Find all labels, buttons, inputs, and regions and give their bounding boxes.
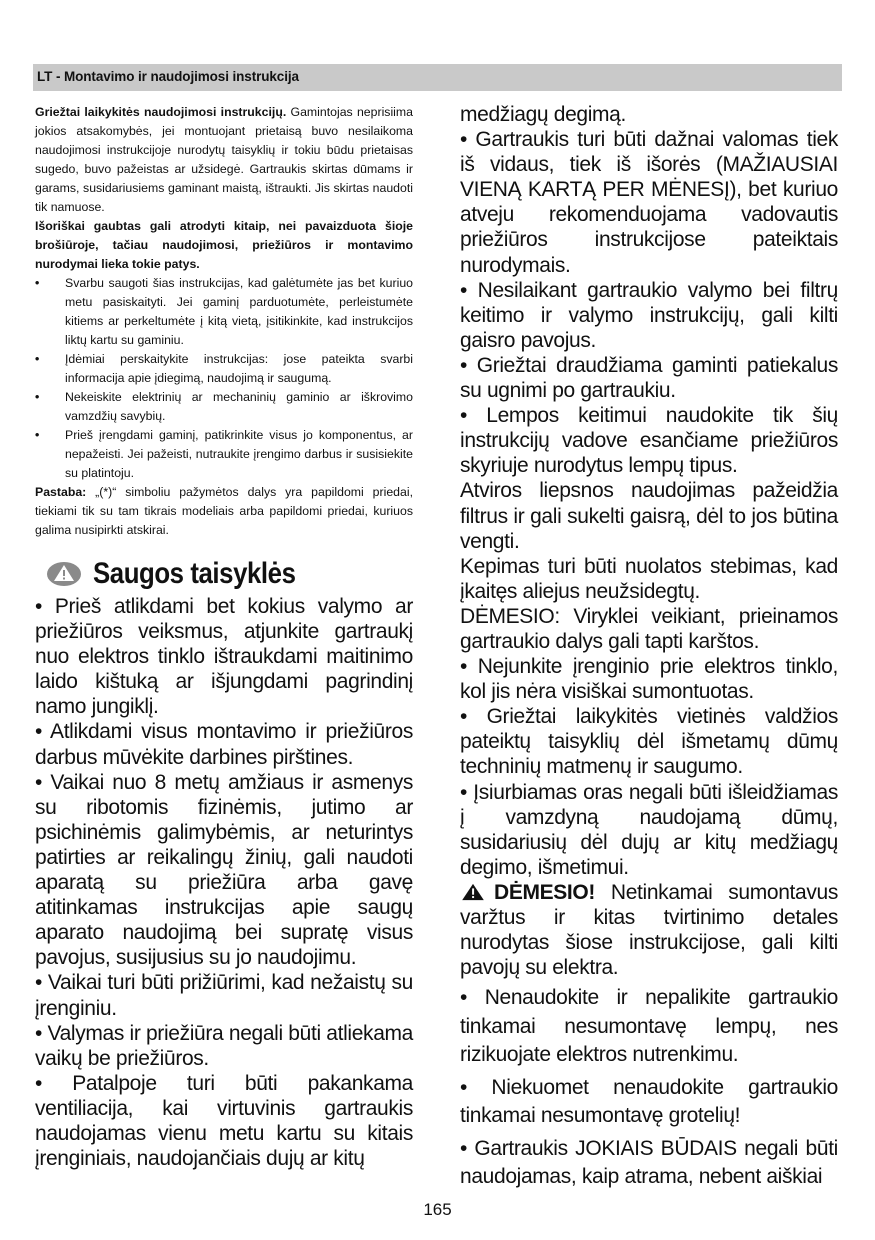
electric-warning: [460, 880, 838, 980]
safety-paragraph: • Nejunkite įrenginio prie elektros tinklo, kol jis nėra visiškai sumontuotas.: [460, 655, 838, 704]
safety-paragraph: • Vaikai nuo 8 metų amžiaus ir asmenys su ribotomis fizinėmis, jutimo ar psichinėmis galimybėmis, ar neturintys patirties ar reikalingų žinių, gali naudoti aparatą su priežiūra arba gavę atitinkamas instrukcijas apie saugų aparato naudojimą bei supratę visus pavojus, susijusius su jo naudojimu.: [35, 770, 413, 970]
safety-paragraph: • Įsiurbiamas oras negali būti išleidžiamas į vamzdyną naudojamą dūmų, susidariusių dėl dujų ar kitų medžiagų degimo, išmetimui.: [460, 780, 838, 879]
safety-paragraph: medžiagų degimą.: [460, 103, 626, 126]
safety-paragraph: • Gartraukis turi būti dažnai valomas tiek iš vidaus, tiek iš išorės (MAŽIAUSIAI VIENĄ KARTĄ PER MĖNESĮ), bet kuriuo atveju rekomenduojama vadovautis priežiūros instrukcijose pateiktais nurodymais.: [460, 128, 838, 277]
section-header-bar: [33, 64, 842, 91]
safety-paragraph: • Patalpoje turi būti pakankama ventiliacija, kai virtuvinis gartraukis naudojamas vienu metu kartu su kitais įrenginiais, naudojančiais dujų ar kitų: [35, 1071, 413, 1171]
warning-triangle-icon: [460, 883, 486, 901]
safety-left-text: [35, 594, 413, 1171]
warning-label: DĖMESIO!: [494, 880, 596, 904]
safety-title: Saugos taisyklės: [93, 557, 296, 590]
safety-paragraph: • Prieš atlikdami bet kokius valymo ar priežiūros veiksmus, atjunkite gartraukį nuo elektros tinklo ištraukdami maitinimo laido kištuką ar išjungdami pagrindinį namo jungiklį.: [35, 595, 413, 719]
safety-paragraph: • Atlikdami visus montavimo ir priežiūros darbus mūvėkite darbines pirštines.: [35, 720, 413, 769]
safety-paragraph: • Niekuomet nenaudokite gartraukio tinkamai nesumontavę grotelių!: [460, 1075, 838, 1128]
safety-paragraph: • Nesilaikant gartraukio valymo bei filtrų keitimo ir valymo instrukcijų, gali kilti gaisro pavojus.: [460, 278, 838, 352]
intro-text: Gamintojas neprisiima jokios atsakomybės, jei montuojant prietaisą buvo nesilaikoma naudojimosi instrukcijoje nurodytų taisyklių ir tokiu būdu prietaisas sugedo, buvo pažeistas ar užsidegė. Gartraukis skirtas dūmams ir garams, susidariusiems gaminant maistą, ištraukti. Jis skirtas naudoti tik namuose.: [35, 105, 413, 214]
left-column: [35, 103, 413, 1171]
list-item: • Prieš įrengdami gaminį, patikrinkite visus jo komponentus, ar nepažeisti. Jei pažeisti, nutraukite įrengimo darbus ir susisiekite su platintoju.: [35, 426, 413, 483]
safety-paragraph: Atviros liepsnos naudojimas pažeidžia filtrus ir gali sukelti gaisrą, dėl to jos būtina vengti.: [460, 479, 838, 553]
safety-paragraph: Kepimas turi būti nuolatos stebimas, kad įkaitęs aliejus neužsidegtų.: [460, 554, 838, 603]
safety-paragraph: • Vaikai turi būti prižiūrimi, kad nežaistų su įrenginiu.: [35, 971, 413, 1020]
intro-bullet-list: [35, 274, 413, 483]
safety-heading: [35, 554, 413, 594]
list-item: • Nekeiskite elektrinių ar mechaninių gaminio ar iškrovimo vamzdžių savybių.: [35, 388, 413, 426]
safety-paragraph: • Griežtai draudžiama gaminti patiekalus su ugnimi po gartraukiu.: [460, 353, 838, 403]
appearance-note-bold: Išoriškai gaubtas gali atrodyti kitaip, nei pavaizduota šioje brošiūroje, tačiau naudojimosi, priežiūros ir montavimo nurodymai lieka tokie patys.: [35, 219, 413, 271]
safety-paragraph: • Valymas ir priežiūra negali būti atliekama vaikų be priežiūros.: [35, 1021, 413, 1070]
warning-icon: [47, 561, 81, 587]
safety-paragraph: • Griežtai laikykitės vietinės valdžios pateiktų taisyklių dėl išmetamų dūmų techninių matmenų ir saugumo.: [460, 705, 838, 779]
intro-paragraph: [35, 103, 413, 217]
list-item: • Svarbu saugoti šias instrukcijas, kad galėtumėte jas bet kuriuo metu pasiskaityti. Jei gaminį parduotumėte, perleistumėte kitiems ar perkeltumėte į kitą vietą, įsitikinkite, kad instrukcijos liktų kartu su gaminiu.: [35, 274, 413, 350]
safety-right-text: [460, 102, 838, 1192]
intro-bold-lead: Griežtai laikykitės naudojimosi instrukcijų.: [35, 105, 287, 119]
section-header-title: LT - Montavimo ir naudojimosi instrukcija: [37, 69, 299, 84]
safety-paragraph: • Gartraukis JOKIAIS BŪDAIS negali būti naudojamas, kaip atrama, nebent aiškiai: [460, 1136, 838, 1189]
note-label: Pastaba:: [35, 485, 87, 499]
safety-paragraph: DĖMESIO: Viryklei veikiant, prieinamos gartraukio dalys gali tapti karštos.: [460, 604, 838, 653]
safety-paragraph: • Lempos keitimui naudokite tik šių instrukcijų vadove esančiame priežiūros skyriuje nurodytus lempų tipus.: [460, 404, 838, 478]
right-column: [460, 102, 838, 1192]
warning-text: Netinkamai sumontavus varžtus ir kitas tvirtinimo detales nurodytas šiose instrukcijose, gali kilti pavojų su elektra.: [460, 880, 838, 980]
appearance-note: [35, 217, 413, 274]
page-number: 165: [423, 1200, 452, 1219]
safety-paragraph: • Nenaudokite ir nepalikite gartraukio tinkamai nesumontavę lempų, nes rizikuojate elektros nutrenkimu.: [460, 986, 838, 1067]
intro-block: [35, 103, 413, 540]
list-item: • Įdėmiai perskaitykite instrukcijas: jose pateikta svarbi informacija apie įdiegimą, naudojimą ir saugumą.: [35, 350, 413, 388]
accessory-note: [35, 483, 413, 540]
note-text: „(*)“ simboliu pažymėtos dalys yra papildomi priedai, tiekiami tik su tam tikrais modeliais arba papildomi priedai, kuriuos galima nusipirkti atskirai.: [35, 485, 413, 537]
